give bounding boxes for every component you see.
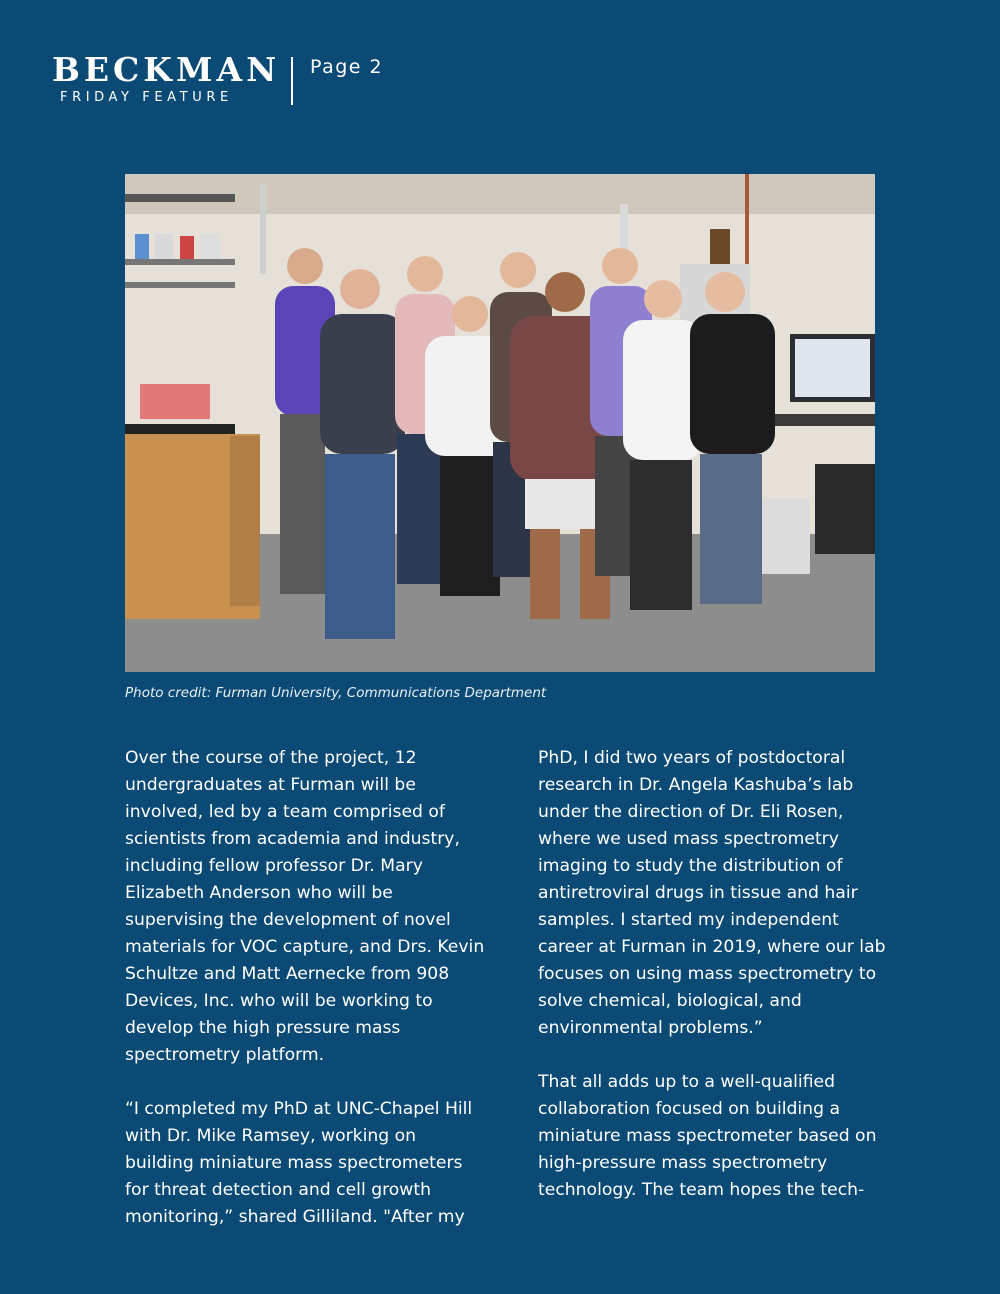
page-number: Page 2 <box>310 56 384 78</box>
paragraph: “I completed my PhD at UNC-Chapel Hill with Dr. Mike Ramsey, working on building miniature mass spectrometers for threat detection and cell growth monitoring,” shared Gilliland. "After my <box>125 1099 473 1227</box>
photo-credit: Photo credit: Furman University, Communications Department <box>125 685 547 701</box>
article-column-left <box>125 745 485 1258</box>
brand-tagline: FRIDAY FEATURE <box>60 90 233 105</box>
paragraph: Over the course of the project, 12 undergraduates at Furman will be involved, led by a team comprised of scientists from academia and industry, including fellow professor Dr. Mary Elizabeth Anderson who will be supervising the development of novel materials for VOC capture, and Drs. Kevin Schultze and Matt Aernecke from 908 Devices, Inc. who will be working to develop the high pressure mass spectrometry platform. <box>125 748 485 1065</box>
group-photo <box>125 174 875 672</box>
masthead <box>52 52 280 105</box>
brand-logo: BECKMAN <box>52 50 281 89</box>
header-divider <box>291 57 293 105</box>
article-column-right <box>538 745 888 1231</box>
paragraph: PhD, I did two years of postdoctoral research in Dr. Angela Kashuba’s lab under the direction of Dr. Eli Rosen, where we used mass spectrometry imaging to study the distribution of antiretroviral drugs in tissue and hair samples. I started my independent career at Furman in 2019, where our lab focuses on using mass spectrometry to solve chemical, biological, and environmental problems.” <box>538 748 886 1038</box>
lab-group-illustration <box>125 174 875 672</box>
paragraph: That all adds up to a well-qualified collaboration focused on building a miniature mass spectrometer based on high-pressure mass spectrometry technology. The team hopes the tech- <box>538 1072 877 1200</box>
